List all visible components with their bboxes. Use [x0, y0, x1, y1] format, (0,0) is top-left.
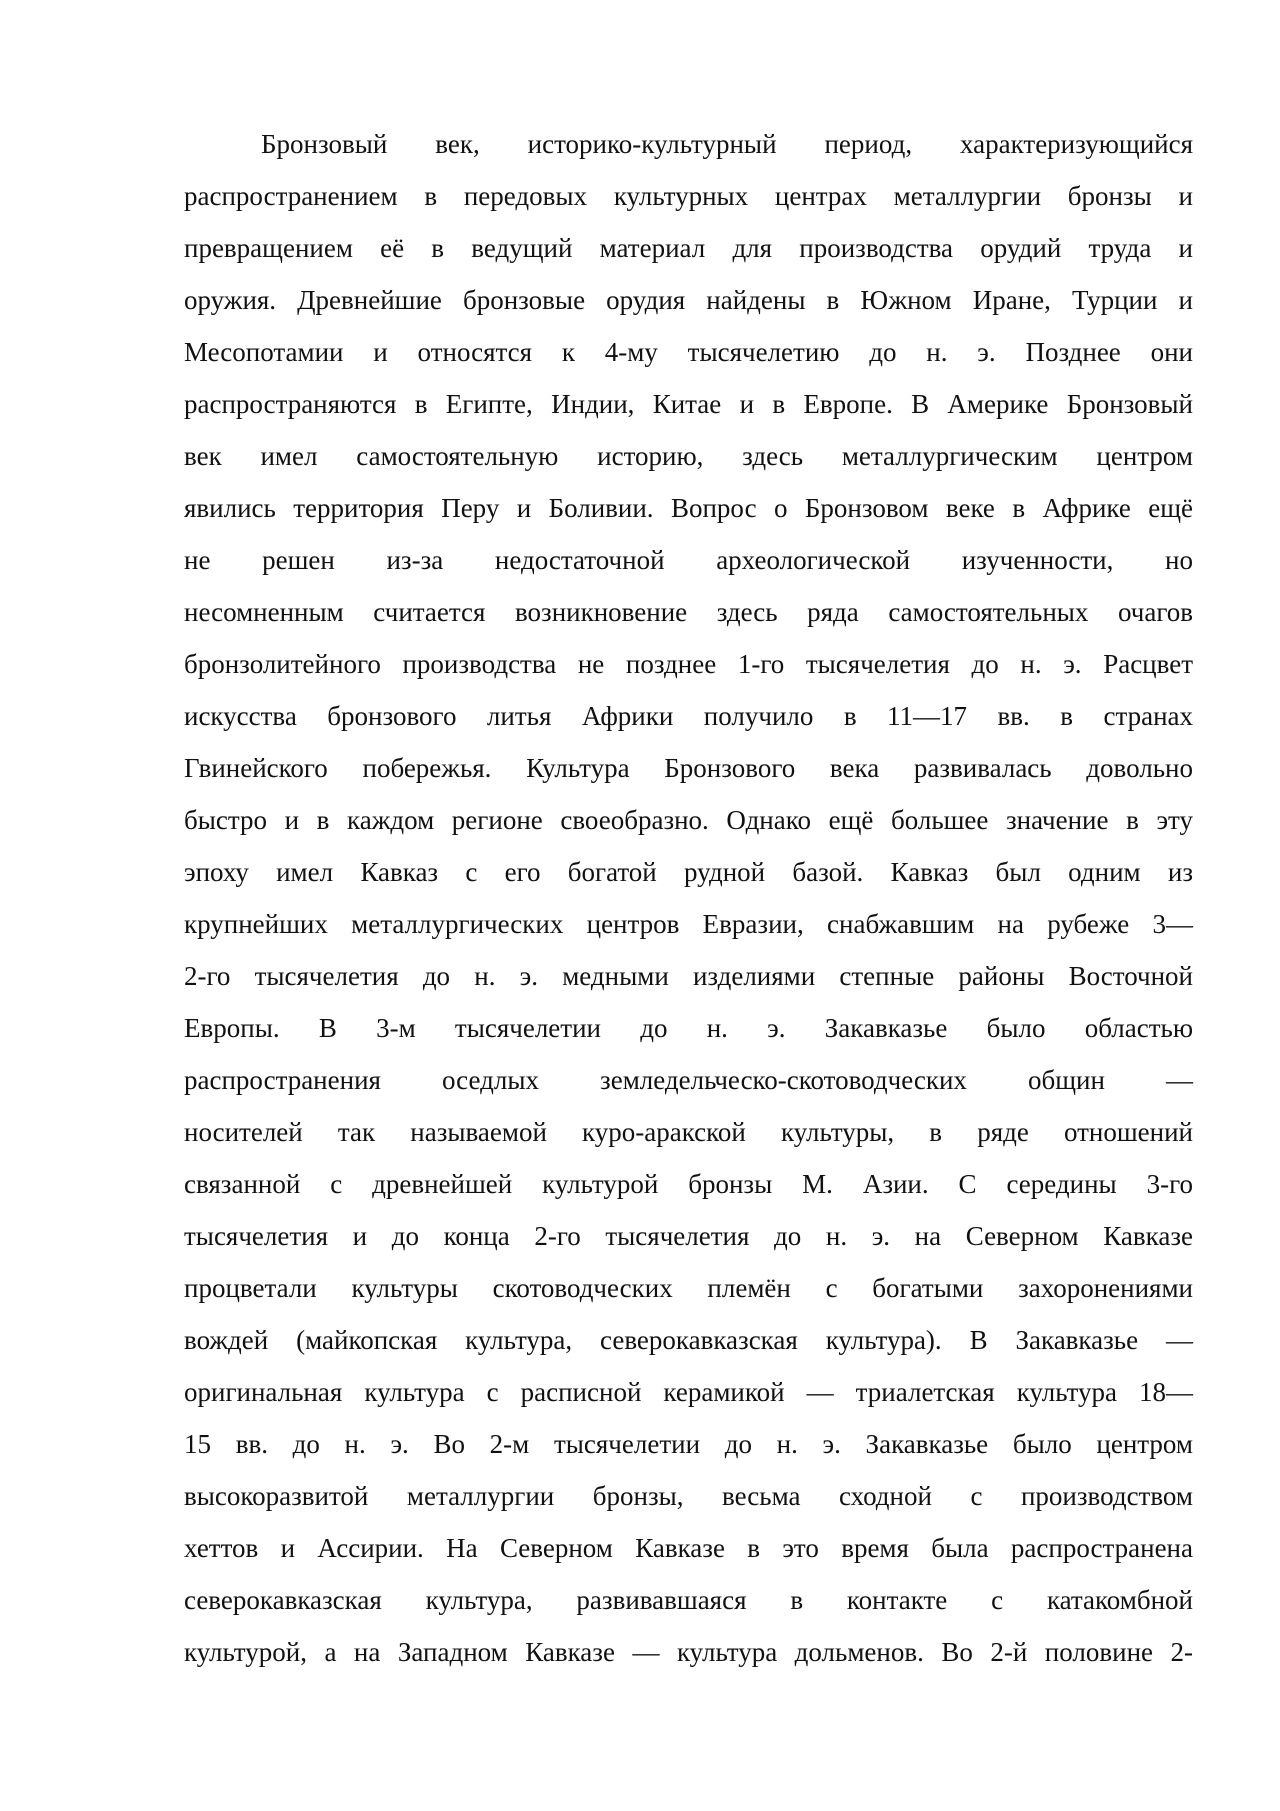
text-line: носителей так называемой куро-аракской культуры, в ряде отношений — [184, 1117, 1193, 1147]
text-line: распространения оседлых земледельческо-скотоводческих общин — — [184, 1065, 1193, 1095]
text-line: быстро и в каждом регионе своеобразно. Однако ещё большее значение в эту — [184, 805, 1193, 835]
text-line: превращением её в ведущий материал для производства орудий труда и — [184, 233, 1193, 263]
text-line: вождей (майкопская культура, северокавказская культура). В Закавказье — — [184, 1325, 1193, 1355]
text-line: эпоху имел Кавказ с его богатой рудной базой. Кавказ был одним из — [184, 857, 1193, 887]
text-line: тысячелетия и до конца 2-го тысячелетия до н. э. на Северном Кавказе — [184, 1221, 1193, 1251]
text-line: распространением в передовых культурных центрах металлургии бронзы и — [184, 181, 1193, 211]
text-line: северокавказская культура, развивавшаяся в контакте с катакомбной — [184, 1585, 1193, 1615]
text-line: искусства бронзового литья Африки получило в 11—17 вв. в странах — [184, 701, 1193, 731]
text-line: высокоразвитой металлургии бронзы, весьма сходной с производством — [184, 1481, 1193, 1511]
text-line: крупнейших металлургических центров Евразии, снабжавшим на рубеже 3— — [184, 909, 1193, 939]
text-line: распространяются в Египте, Индии, Китае и в Европе. В Америке Бронзовый — [184, 389, 1193, 419]
text-line: явились территория Перу и Боливии. Вопрос о Бронзовом веке в Африке ещё — [184, 493, 1193, 523]
text-line: Гвинейского побережья. Культура Бронзового века развивалась довольно — [184, 753, 1193, 783]
text-line: хеттов и Ассирии. На Северном Кавказе в это время была распространена — [184, 1533, 1193, 1563]
body-paragraph — [184, 118, 1193, 1678]
text-line: век имел самостоятельную историю, здесь металлургическим центром — [184, 441, 1193, 471]
text-line: несомненным считается возникновение здесь ряда самостоятельных очагов — [184, 597, 1193, 627]
text-line: Европы. В 3-м тысячелетии до н. э. Закавказье было областью — [184, 1013, 1193, 1043]
text-line: оригинальная культура с расписной керамикой — триалетская культура 18— — [184, 1377, 1193, 1407]
text-line: Бронзовый век, историко-культурный период, характеризующийся — [261, 129, 1193, 159]
text-line: процветали культуры скотоводческих племён с богатыми захоронениями — [184, 1273, 1193, 1303]
text-line: культурой, а на Западном Кавказе — культура дольменов. Во 2-й половине 2- — [184, 1637, 1193, 1667]
text-line: оружия. Древнейшие бронзовые орудия найдены в Южном Иране, Турции и — [184, 285, 1193, 315]
text-line: Месопотамии и относятся к 4-му тысячелетию до н. э. Позднее они — [184, 337, 1193, 367]
text-line: связанной с древнейшей культурой бронзы М. Азии. С середины 3-го — [184, 1169, 1193, 1199]
text-line: не решен из-за недостаточной археологической изученности, но — [184, 545, 1193, 575]
text-line: бронзолитейного производства не позднее 1-го тысячелетия до н. э. Расцвет — [184, 649, 1193, 679]
text-line: 15 вв. до н. э. Во 2-м тысячелетии до н. э. Закавказье было центром — [184, 1429, 1193, 1459]
text-line: 2-го тысячелетия до н. э. медными изделиями степные районы Восточной — [184, 961, 1193, 991]
